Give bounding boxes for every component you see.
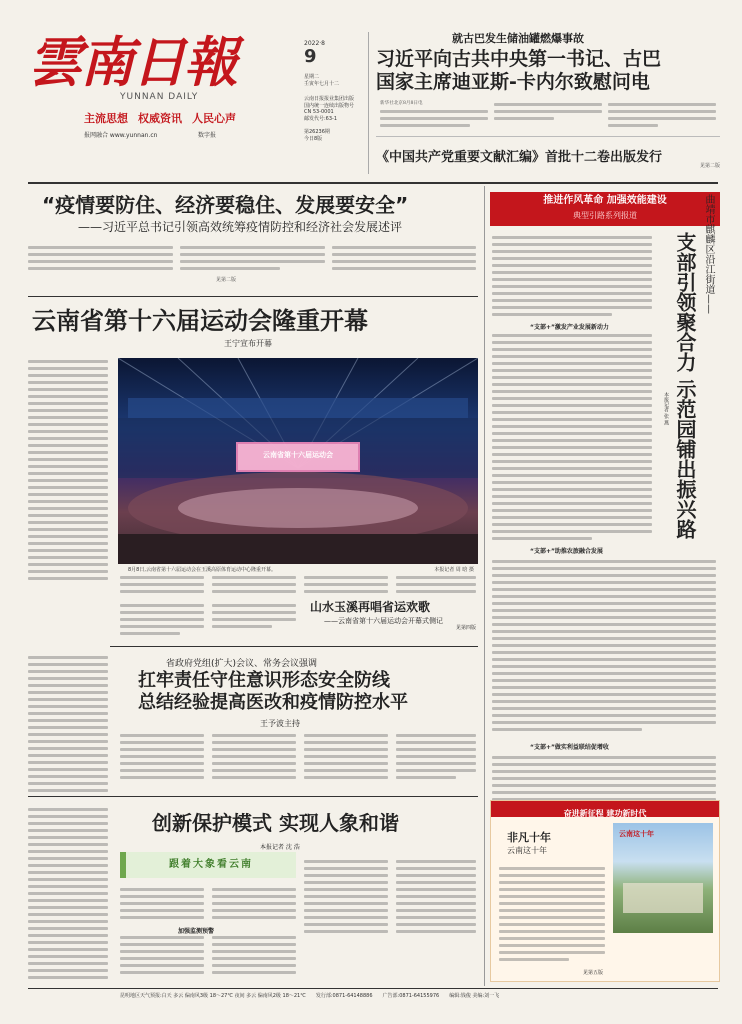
footer-phone: 发行部:0871-64148886 xyxy=(315,993,373,999)
right-banner-1: 推进作风革命 加强效能建设 xyxy=(543,195,667,206)
top-dateline: 新华社北京8月8日电 xyxy=(380,101,423,106)
date-postal: 邮发代号:63-1 xyxy=(304,116,338,122)
date-publisher: 云南日报报业集团出版 xyxy=(304,96,355,102)
stadium-illustration xyxy=(118,358,478,564)
photo-caption: 8月8日,云南省第十六届运动会在玉溪高原体育运动中心隆重开幕。 xyxy=(128,567,276,573)
footer-editor: 编辑:钱俊 美编:刘一飞 xyxy=(449,993,500,999)
special-subtitle: 云南这十年 xyxy=(507,846,547,855)
elephant-box-title: 跟着大象看云南 xyxy=(169,859,253,870)
motto-2: 权威资讯 xyxy=(138,112,182,125)
masthead-subtitle: YUNNAN DAILY xyxy=(120,92,199,102)
party-article xyxy=(28,648,478,798)
games-text-left xyxy=(28,360,110,590)
poem-note: 见第四版 xyxy=(455,625,476,631)
masthead-rule xyxy=(28,182,718,184)
date-issue: 第26236期 xyxy=(304,129,330,135)
special-banner-text: 奋进新征程 建功新时代 xyxy=(563,809,647,818)
poem-subtitle: ——云南省第十六届运动会开幕式侧记 xyxy=(324,617,443,625)
elephant-box xyxy=(120,852,296,878)
party-title-2[interactable]: 总结经验提高医改和疫情防控水平 xyxy=(138,692,408,713)
party-kicker: 省政府党组(扩大)会议、常务会议强调 xyxy=(166,659,318,669)
right-side: 曲靖市麒麟区沿江街道—— xyxy=(703,194,714,314)
games-title[interactable]: 云南省第十六届运动会隆重开幕 xyxy=(32,307,368,335)
poem-box xyxy=(304,598,478,640)
lead-article xyxy=(28,192,476,302)
lead-title[interactable]: “疫情要防住、经济要稳住、发展要安全” xyxy=(42,193,409,217)
website-label[interactable]: 报网融合 www.yunnan.cn xyxy=(84,132,158,139)
party-subtitle: 王予波主持 xyxy=(260,719,300,728)
party-title-1[interactable]: 扛牢责任守住意识形态安全防线 xyxy=(138,670,390,691)
right-banner-2: 典型引路系列报道 xyxy=(573,211,637,220)
book-title[interactable]: 《中国共产党重要文献汇编》首批十二卷出版发行 xyxy=(376,150,663,165)
special-photo xyxy=(613,823,713,933)
date-day: 9 xyxy=(304,46,317,67)
book-note: 见第二版 xyxy=(699,163,720,169)
top-headline-2[interactable]: 国家主席迪亚斯-卡内尔致慰问电 xyxy=(376,71,650,93)
top-kicker: 就古巴发生储油罐燃爆事故 xyxy=(452,32,584,45)
date-lunar: 壬寅年七月十二 xyxy=(304,81,340,87)
lead-subtitle: ——习近平总书记引领高效统筹疫情防控和经济社会发展述评 xyxy=(78,220,403,234)
innovate-title[interactable]: 创新保护模式 实现人象和谐 xyxy=(152,811,399,835)
elephant-box-sub: 加强监测预警 xyxy=(178,928,215,935)
motto-1: 主流思想 xyxy=(84,112,128,125)
footer xyxy=(120,992,720,999)
special-note: 见第五版 xyxy=(583,970,604,976)
footer-weather: 昆明地区天气预报:白天 多云 偏南风3级 18～27℃ 夜间 多云 偏南风2级 18～21℃ xyxy=(120,993,306,999)
footer-ads: 广告部:0871-64155976 xyxy=(382,993,440,999)
right-sub3: “支部+”做实利益联结促增收 xyxy=(530,744,609,751)
right-byline: 本报记者 张 燕 xyxy=(663,392,669,426)
top-story xyxy=(376,30,720,178)
special-title[interactable]: 非凡十年 xyxy=(507,831,551,844)
photo-credit: 本报记者 周 晗 摄 xyxy=(434,567,474,573)
date-box xyxy=(304,40,364,172)
date-year-month: 2022·8 xyxy=(304,40,325,47)
right-banner xyxy=(490,192,720,226)
divider xyxy=(368,32,369,174)
date-pages: 今日8版 xyxy=(304,136,323,142)
games-subtitle: 王宁宣布开幕 xyxy=(224,339,272,348)
date-weekday: 星期二 xyxy=(304,74,320,80)
innovate-article xyxy=(28,800,478,986)
top-headline-1[interactable]: 习近平向古共中央第一书记、古巴 xyxy=(376,48,662,70)
innovate-byline: 本报记者 沈 浩 xyxy=(260,844,300,851)
games-article xyxy=(28,304,478,604)
special-banner xyxy=(491,801,719,817)
stage-banner: 云南省第十六届运动会 xyxy=(263,451,333,459)
masthead xyxy=(28,30,278,170)
special-box xyxy=(490,800,720,982)
special-photo-label: 云南这十年 xyxy=(619,830,654,838)
masthead-title: 雲南日報 xyxy=(28,30,236,94)
games-photo xyxy=(118,358,478,564)
poem-title[interactable]: 山水玉溪再唱省运欢歌 xyxy=(310,600,431,614)
digital-label[interactable]: 数字报 xyxy=(198,132,217,139)
motto-3: 人民心声 xyxy=(192,112,236,125)
lead-note: 见第二版 xyxy=(216,277,237,283)
date-cn: CN 53-0001 xyxy=(304,109,334,115)
right-sub2: “支部+”助推农旅融合发展 xyxy=(530,548,603,555)
masthead-motto xyxy=(84,110,236,126)
date-issn: 国内统一连续出版物号 xyxy=(304,103,355,109)
right-title[interactable]: 支部引领聚合力 示范园铺出振兴路 xyxy=(673,232,697,539)
right-sub1: “支部+”激发产业发展新动力 xyxy=(530,324,609,331)
right-column xyxy=(490,192,720,982)
